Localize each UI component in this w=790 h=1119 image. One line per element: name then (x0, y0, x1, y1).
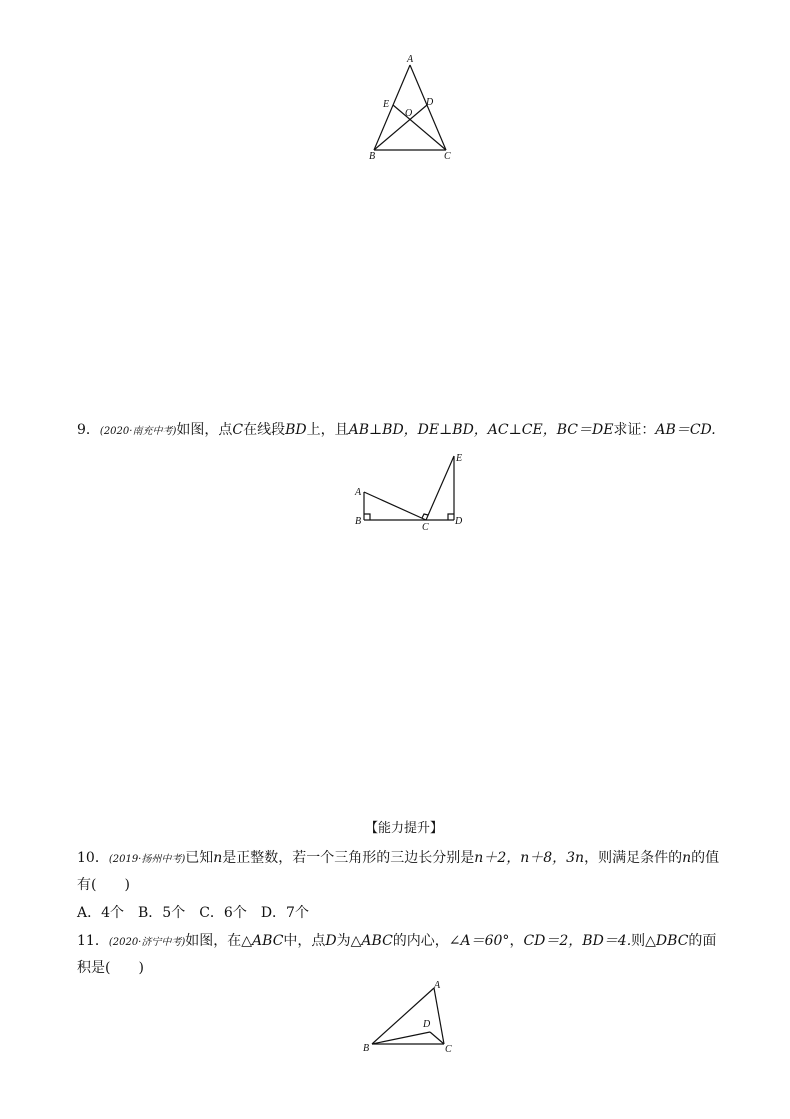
label-a: A (407, 54, 414, 65)
label-o: O (405, 108, 413, 119)
figure-triangle-incenter (358, 976, 468, 1058)
label-c: C (422, 522, 429, 533)
question-10-options: A．4个 B．5个 C．6个 D．7个 (77, 905, 309, 921)
label-a: A (434, 980, 441, 991)
label-c: C (445, 1044, 452, 1055)
label-e: E (383, 99, 390, 110)
label-d: D (426, 97, 434, 108)
question-10-line-1: 10．(2019·扬州中考)已知n是正整数，若一个三角形的三边长分别是n＋2，n＋8，3n，则满足条件的n的值 (77, 850, 720, 866)
label-b: B (363, 1043, 370, 1054)
question-9: 9．(2020·南充中考)如图，点C在线段BD上，且AB⊥BD，DE⊥BD，AC⊥CE，BC＝DE求证：AB＝CD. (77, 422, 716, 438)
label-c: C (444, 151, 451, 162)
label-e: E (456, 453, 463, 464)
question-10-line-2: 有( ) (77, 877, 130, 893)
section-title: 【能力提升】 (365, 821, 444, 836)
label-d: D (455, 516, 463, 527)
question-11-line-1: 11．(2020·济宁中考)如图，在△ABC中，点D为△ABC的内心，∠A＝60°，CD＝2，BD＝4.则△DBC的面 (77, 933, 717, 949)
label-b: B (355, 516, 362, 527)
label-a: A (355, 487, 362, 498)
figure-two-right-triangles (350, 448, 470, 536)
question-11-line-2: 积是( ) (77, 960, 144, 976)
figure-triangle-abc-cevians (360, 52, 460, 164)
label-d: D (423, 1019, 431, 1030)
label-b: B (369, 151, 376, 162)
